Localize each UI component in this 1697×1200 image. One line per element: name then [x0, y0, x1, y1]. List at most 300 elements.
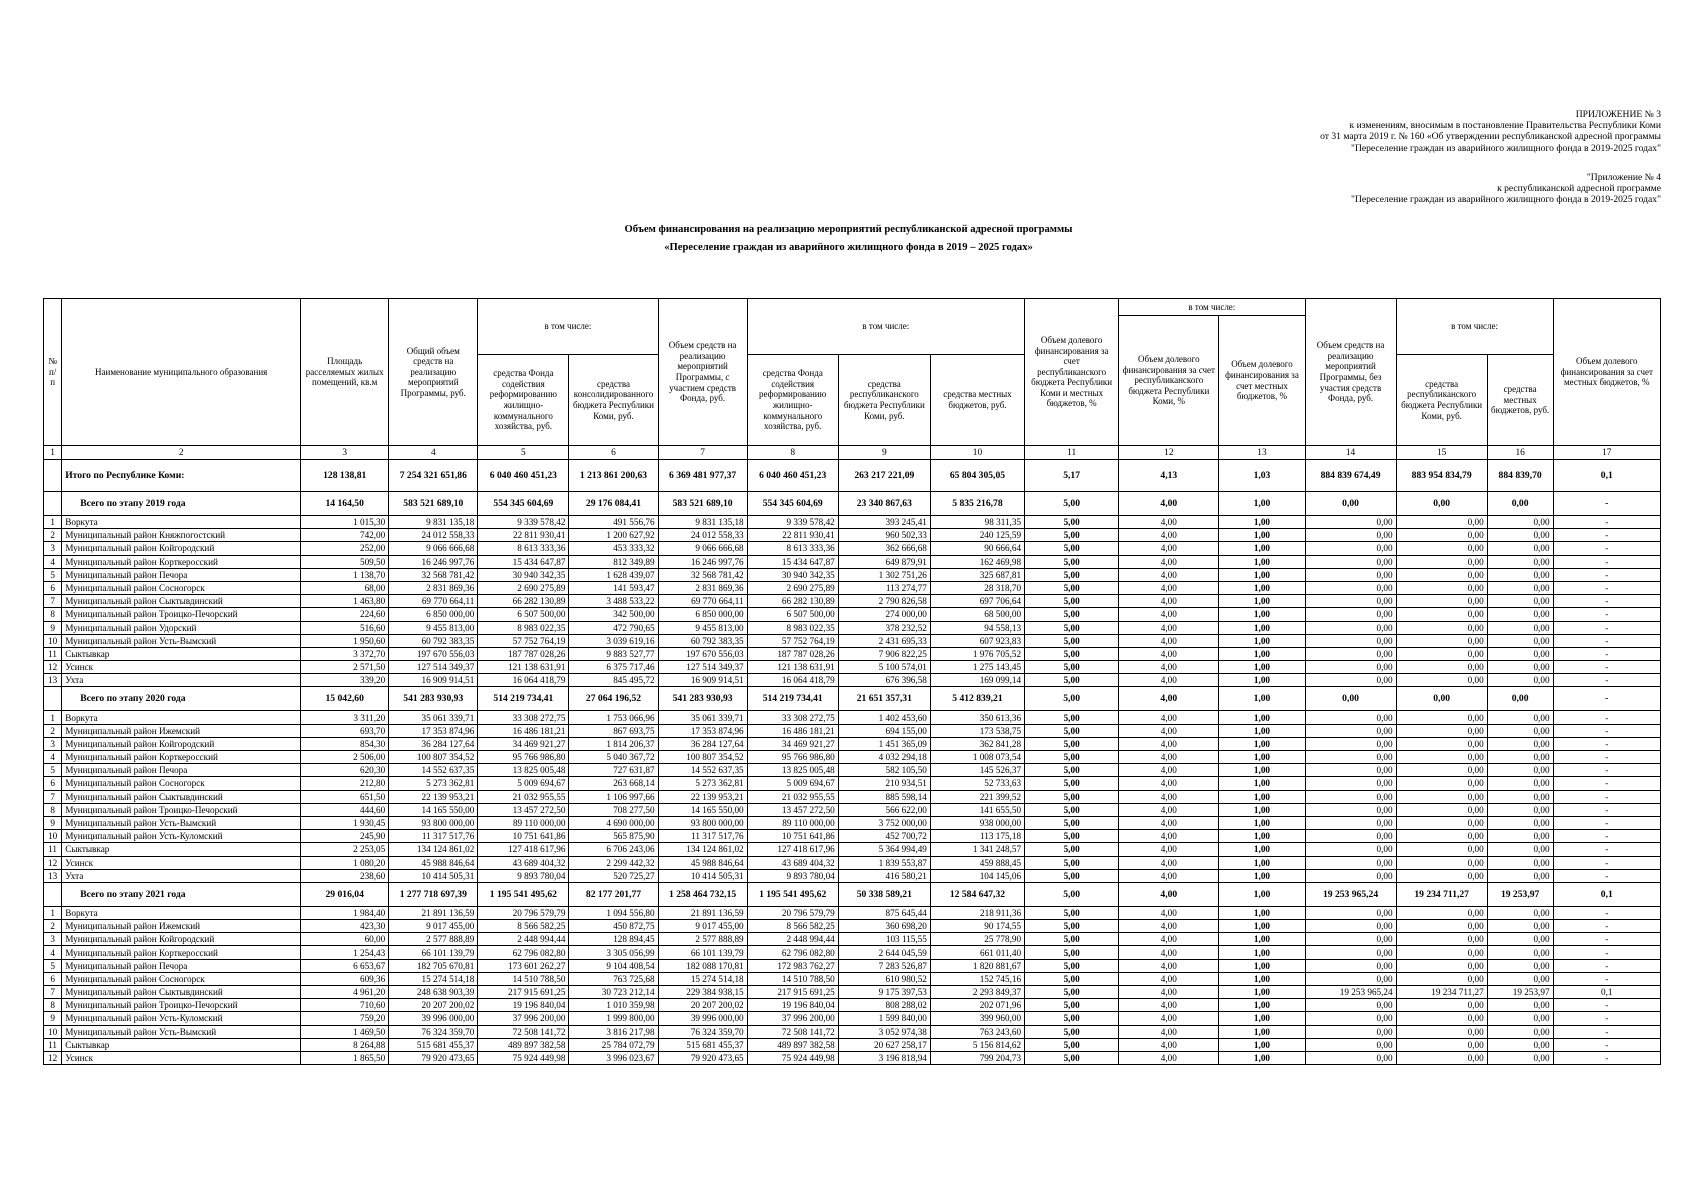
- table-cell: 8: [44, 608, 62, 621]
- table-cell: 325 687,81: [930, 568, 1024, 581]
- table-cell: 5,00: [1025, 674, 1119, 687]
- table-cell: 37 996 200,00: [747, 1012, 838, 1025]
- table-cell: 162 469,98: [930, 555, 1024, 568]
- table-cell: 11 317 517,76: [658, 830, 747, 843]
- table-cell: 43 689 404,32: [478, 856, 569, 869]
- table-cell: 79 920 473,65: [389, 1051, 478, 1064]
- table-cell: 0,00: [1305, 542, 1396, 555]
- table-cell: 25 778,90: [930, 933, 1024, 946]
- header-cell: Площадь расселяемых жилых помещений, кв.м: [301, 299, 389, 446]
- table-cell: 0,00: [1396, 1051, 1487, 1064]
- stage-row: [44, 492, 1661, 516]
- table-cell: 12: [44, 856, 62, 869]
- table-cell: 5 273 362,81: [389, 777, 478, 790]
- header-cell: Объем долевого финансирования за счет республиканского бюджета Республики Коми и местных бюджетов, %: [1025, 299, 1119, 446]
- municipality-name: Муниципальный район Койгородский: [62, 933, 301, 946]
- table-cell: 0,00: [1396, 764, 1487, 777]
- table-cell: 16 909 914,51: [658, 674, 747, 687]
- table-cell: 1 195 541 495,62: [478, 882, 569, 906]
- table-cell: 0,00: [1396, 724, 1487, 737]
- table-cell: 3 372,70: [301, 647, 389, 660]
- table-cell: 9 175 397,53: [838, 986, 930, 999]
- table-cell: 16 246 997,76: [658, 555, 747, 568]
- table-cell: 4,00: [1119, 516, 1219, 529]
- header-cell: средства Фонда содействия реформированию жилищно-коммунального хозяйства, руб.: [478, 355, 569, 446]
- table-cell: 0,00: [1396, 674, 1487, 687]
- table-cell: -: [1553, 959, 1660, 972]
- table-cell: 72 508 141,72: [478, 1025, 569, 1038]
- table-row: [44, 920, 1661, 933]
- table-cell: 3 752 000,00: [838, 816, 930, 829]
- table-cell: 0,00: [1396, 595, 1487, 608]
- table-cell: 30 940 342,35: [478, 568, 569, 581]
- table-cell: 36 284 127,64: [658, 737, 747, 750]
- table-cell: 339,20: [301, 674, 389, 687]
- table-cell: 62 796 082,80: [747, 946, 838, 959]
- table-cell: 5: [44, 764, 62, 777]
- table-cell: -: [1553, 674, 1660, 687]
- table-cell: 4,00: [1119, 529, 1219, 542]
- column-number: 13: [1219, 446, 1305, 460]
- table-cell: 127 418 617,96: [747, 843, 838, 856]
- table-cell: 5,00: [1025, 647, 1119, 660]
- table-cell: 1 341 248,57: [930, 843, 1024, 856]
- municipality-name: Муниципальный район Усть-Куломский: [62, 1012, 301, 1025]
- table-cell: 1,00: [1219, 542, 1305, 555]
- table-cell: 35 061 339,71: [389, 711, 478, 724]
- municipality-name: Воркута: [62, 906, 301, 919]
- column-number: 15: [1396, 446, 1487, 460]
- table-cell: 8: [44, 999, 62, 1012]
- table-cell: 19 253,97: [1487, 882, 1553, 906]
- table-row: [44, 830, 1661, 843]
- table-cell: 0,00: [1305, 492, 1396, 516]
- table-cell: 4,00: [1119, 999, 1219, 1012]
- table-cell: 1,00: [1219, 492, 1305, 516]
- table-cell: 0,00: [1487, 711, 1553, 724]
- table-cell: 0,00: [1305, 764, 1396, 777]
- table-cell: 541 283 930,93: [658, 687, 747, 711]
- column-number: 14: [1305, 446, 1396, 460]
- table-cell: 4,00: [1119, 1012, 1219, 1025]
- table-cell: 6 507 500,00: [478, 608, 569, 621]
- table-cell: 9 017 455,00: [658, 920, 747, 933]
- total-row: [44, 460, 1661, 492]
- table-cell: 0,00: [1305, 516, 1396, 529]
- table-cell: 6: [44, 972, 62, 985]
- table-cell: 4,00: [1119, 856, 1219, 869]
- table-cell: 5,00: [1025, 946, 1119, 959]
- table-cell: 60,00: [301, 933, 389, 946]
- table-cell: 0,00: [1396, 621, 1487, 634]
- municipality-name: Итого по Республике Коми:: [62, 460, 301, 492]
- table-cell: 1 015,30: [301, 516, 389, 529]
- table-cell: 399 960,00: [930, 1012, 1024, 1025]
- table-cell: 0,00: [1396, 803, 1487, 816]
- table-cell: 2 577 888,89: [658, 933, 747, 946]
- table-cell: 66 282 130,89: [478, 595, 569, 608]
- table-cell: 8 613 333,36: [747, 542, 838, 555]
- table-cell: 1 402 453,60: [838, 711, 930, 724]
- table-cell: 22 139 953,21: [658, 790, 747, 803]
- table-cell: 9 831 135,18: [658, 516, 747, 529]
- table-cell: 0,00: [1487, 933, 1553, 946]
- table-cell: 4,00: [1119, 724, 1219, 737]
- table-cell: 4,00: [1119, 843, 1219, 856]
- municipality-name: Муниципальный район Удорский: [62, 621, 301, 634]
- municipality-name: Воркута: [62, 711, 301, 724]
- table-cell: 693,70: [301, 724, 389, 737]
- table-cell: 0,00: [1305, 608, 1396, 621]
- table-cell: 5,00: [1025, 830, 1119, 843]
- appendix-line: "Приложение № 4: [1586, 172, 1661, 183]
- table-cell: 0,00: [1487, 687, 1553, 711]
- table-cell: 0,00: [1487, 764, 1553, 777]
- table-cell: 10 414 505,31: [658, 869, 747, 882]
- table-cell: 0,00: [1487, 906, 1553, 919]
- table-cell: 0,00: [1487, 790, 1553, 803]
- table-cell: 2: [44, 724, 62, 737]
- table-cell: 5,00: [1025, 777, 1119, 790]
- table-cell: 6 040 460 451,23: [478, 460, 569, 492]
- table-cell: 10 751 641,86: [478, 830, 569, 843]
- table-cell: 1,00: [1219, 920, 1305, 933]
- table-row: [44, 946, 1661, 959]
- table-cell: -: [1553, 830, 1660, 843]
- table-cell: 4: [44, 751, 62, 764]
- table-row: [44, 674, 1661, 687]
- table-cell: 57 752 764,19: [478, 634, 569, 647]
- table-cell: 75 924 449,98: [747, 1051, 838, 1064]
- header-cell: средства консолидированного бюджета Республики Коми, руб.: [569, 355, 658, 446]
- table-cell: 5,00: [1025, 737, 1119, 750]
- table-cell: 509,50: [301, 555, 389, 568]
- table-cell: 9 339 578,42: [478, 516, 569, 529]
- table-cell: 1,00: [1219, 1038, 1305, 1051]
- table-cell: 104 145,06: [930, 869, 1024, 882]
- table-cell: 3 311,20: [301, 711, 389, 724]
- table-cell: 0,00: [1396, 647, 1487, 660]
- table-cell: -: [1553, 972, 1660, 985]
- table-cell: 0,00: [1305, 568, 1396, 581]
- table-cell: 21 891 136,59: [389, 906, 478, 919]
- table-cell: 30 723 212,14: [569, 986, 658, 999]
- table-cell: 90 174,55: [930, 920, 1024, 933]
- table-cell: 5 835 216,78: [930, 492, 1024, 516]
- table-cell: 1,00: [1219, 621, 1305, 634]
- municipality-name: Усинск: [62, 1051, 301, 1064]
- municipality-name: Муниципальный район Усть-Вымский: [62, 634, 301, 647]
- table-cell: 169 099,14: [930, 674, 1024, 687]
- table-cell: 0,00: [1487, 492, 1553, 516]
- table-row: [44, 790, 1661, 803]
- header-cell: Общий объем средств на реализацию мероприятий Программы, руб.: [389, 299, 478, 446]
- table-cell: 0,00: [1487, 777, 1553, 790]
- table-cell: 0,00: [1396, 751, 1487, 764]
- table-row: [44, 869, 1661, 882]
- table-cell: 1,00: [1219, 933, 1305, 946]
- table-cell: 197 670 556,03: [389, 647, 478, 660]
- table-cell: 127 418 617,96: [478, 843, 569, 856]
- table-cell: 812 349,89: [569, 555, 658, 568]
- table-cell: 5,00: [1025, 1051, 1119, 1064]
- header-cell: Объем долевого финансирования за счет местных бюджетов, %: [1219, 316, 1305, 446]
- table-row: [44, 803, 1661, 816]
- table-cell: 5,00: [1025, 803, 1119, 816]
- table-cell: 6 507 500,00: [747, 608, 838, 621]
- table-cell: 6 653,67: [301, 959, 389, 972]
- table-cell: 4,00: [1119, 1038, 1219, 1051]
- table-cell: 9 104 408,54: [569, 959, 658, 972]
- table-cell: 1,00: [1219, 751, 1305, 764]
- table-cell: 10 414 505,31: [389, 869, 478, 882]
- table-row: [44, 529, 1661, 542]
- table-cell: 676 396,58: [838, 674, 930, 687]
- table-cell: 5,00: [1025, 959, 1119, 972]
- table-cell: 4,00: [1119, 751, 1219, 764]
- table-cell: 583 521 689,10: [389, 492, 478, 516]
- table-cell: 5 009 694,67: [478, 777, 569, 790]
- table-cell: 5,00: [1025, 595, 1119, 608]
- table-cell: 0,00: [1396, 933, 1487, 946]
- table-cell: 1 950,60: [301, 634, 389, 647]
- header-cell: Объем долевого финансирования за счет республиканского бюджета Республики Коми, %: [1119, 316, 1219, 446]
- table-row: [44, 724, 1661, 737]
- table-cell: 0,00: [1487, 1038, 1553, 1051]
- table-cell: 867 693,75: [569, 724, 658, 737]
- table-row: [44, 999, 1661, 1012]
- table-cell: 0,00: [1305, 843, 1396, 856]
- table-cell: 661 011,40: [930, 946, 1024, 959]
- table-cell: 0,00: [1396, 959, 1487, 972]
- table-cell: 182 088 170,81: [658, 959, 747, 972]
- table-cell: 19 234 711,27: [1396, 882, 1487, 906]
- table-cell: 0,00: [1396, 661, 1487, 674]
- table-cell: 0,00: [1396, 516, 1487, 529]
- table-cell: 113 274,77: [838, 581, 930, 594]
- table-cell: [44, 687, 62, 711]
- table-cell: 182 705 670,81: [389, 959, 478, 972]
- table-cell: 69 770 664,11: [389, 595, 478, 608]
- document-title: Объем финансирования на реализацию мероприятий республиканской адресной программы: [624, 224, 1073, 235]
- table-cell: 610 980,52: [838, 972, 930, 985]
- table-cell: 66 282 130,89: [747, 595, 838, 608]
- table-cell: 127 514 349,37: [389, 661, 478, 674]
- table-cell: 1,00: [1219, 1025, 1305, 1038]
- table-cell: 16 486 181,21: [478, 724, 569, 737]
- table-cell: 3: [44, 933, 62, 946]
- header-cell: Объем средств на реализацию мероприятий Программы, с участием средств Фонда, руб.: [658, 299, 747, 446]
- table-cell: 0,00: [1487, 621, 1553, 634]
- table-cell: 4,00: [1119, 737, 1219, 750]
- municipality-name: Сыктывкар: [62, 647, 301, 660]
- table-cell: 5,00: [1025, 529, 1119, 542]
- table-cell: 121 138 631,91: [478, 661, 569, 674]
- table-cell: 5,00: [1025, 816, 1119, 829]
- municipality-name: Муниципальный район Корткеросский: [62, 946, 301, 959]
- table-cell: 0,00: [1487, 661, 1553, 674]
- table-cell: -: [1553, 933, 1660, 946]
- table-cell: 1 976 705,52: [930, 647, 1024, 660]
- table-cell: 1,00: [1219, 608, 1305, 621]
- table-row: [44, 856, 1661, 869]
- table-cell: 4,00: [1119, 608, 1219, 621]
- table-cell: -: [1553, 542, 1660, 555]
- table-cell: 1 469,50: [301, 1025, 389, 1038]
- table-cell: 516,60: [301, 621, 389, 634]
- table-cell: 15 274 514,18: [658, 972, 747, 985]
- table-cell: 14 164,50: [301, 492, 389, 516]
- table-cell: 0,00: [1305, 1012, 1396, 1025]
- table-cell: 4,00: [1119, 595, 1219, 608]
- table-cell: 1 451 365,09: [838, 737, 930, 750]
- table-cell: 854,30: [301, 737, 389, 750]
- table-cell: 29 176 084,41: [569, 492, 658, 516]
- table-cell: 173 601 262,27: [478, 959, 569, 972]
- table-cell: 708 277,50: [569, 803, 658, 816]
- financing-table: [43, 298, 1661, 1065]
- table-cell: 0,00: [1396, 946, 1487, 959]
- table-cell: 0,00: [1305, 920, 1396, 933]
- table-row: [44, 634, 1661, 647]
- table-cell: 6: [44, 777, 62, 790]
- table-cell: 98 311,35: [930, 516, 1024, 529]
- municipality-name: Муниципальный район Сосногорск: [62, 972, 301, 985]
- table-cell: 1,00: [1219, 869, 1305, 882]
- table-cell: 172 983 762,27: [747, 959, 838, 972]
- table-cell: 15 274 514,18: [389, 972, 478, 985]
- table-cell: 93 800 000,00: [658, 816, 747, 829]
- table-cell: 0,00: [1305, 647, 1396, 660]
- table-cell: 0,00: [1487, 856, 1553, 869]
- table-cell: 4: [44, 946, 62, 959]
- table-cell: 141 593,47: [569, 581, 658, 594]
- table-cell: 0,00: [1305, 1038, 1396, 1051]
- table-cell: -: [1553, 647, 1660, 660]
- table-cell: 1,00: [1219, 764, 1305, 777]
- municipality-name: Всего по этапу 2019 года: [62, 492, 301, 516]
- header-group: в том числе:: [478, 299, 658, 355]
- table-cell: 22 811 930,41: [747, 529, 838, 542]
- table-cell: 0,00: [1305, 581, 1396, 594]
- table-cell: 8 566 582,25: [478, 920, 569, 933]
- column-number: 12: [1119, 446, 1219, 460]
- table-cell: 8 983 022,35: [478, 621, 569, 634]
- table-cell: 24 012 558,33: [389, 529, 478, 542]
- table-cell: 0,00: [1487, 816, 1553, 829]
- table-cell: 5,00: [1025, 608, 1119, 621]
- table-cell: 808 288,02: [838, 999, 930, 1012]
- table-cell: 566 622,00: [838, 803, 930, 816]
- municipality-name: Всего по этапу 2020 года: [62, 687, 301, 711]
- table-cell: 4,00: [1119, 661, 1219, 674]
- table-cell: 9 883 527,77: [569, 647, 658, 660]
- table-cell: 263 217 221,09: [838, 460, 930, 492]
- table-cell: 238,60: [301, 869, 389, 882]
- table-cell: 9 893 780,04: [478, 869, 569, 882]
- table-cell: 35 061 339,71: [658, 711, 747, 724]
- appendix-line: к республиканской адресной программе: [1497, 183, 1661, 195]
- table-cell: 127 514 349,37: [658, 661, 747, 674]
- table-cell: 0,1: [1553, 986, 1660, 999]
- table-cell: 1 275 143,45: [930, 661, 1024, 674]
- table-cell: 4,00: [1119, 803, 1219, 816]
- table-cell: 0,00: [1396, 1025, 1487, 1038]
- municipality-name: Ухта: [62, 869, 301, 882]
- table-cell: 19 253 965,24: [1305, 986, 1396, 999]
- header-cell: Объем долевого финансирования за счет местных бюджетов, %: [1553, 299, 1660, 446]
- table-cell: 1 213 861 200,63: [569, 460, 658, 492]
- header-cell: № п/п: [44, 299, 62, 446]
- column-number: 8: [747, 446, 838, 460]
- column-number: 11: [1025, 446, 1119, 460]
- table-cell: 3 052 974,38: [838, 1025, 930, 1038]
- table-cell: 34 469 921,27: [747, 737, 838, 750]
- table-cell: 4,00: [1119, 869, 1219, 882]
- table-cell: 1,00: [1219, 724, 1305, 737]
- table-cell: 0,00: [1305, 751, 1396, 764]
- table-cell: 10 751 641,86: [747, 830, 838, 843]
- municipality-name: Муниципальный район Сыктывдинский: [62, 986, 301, 999]
- table-row: [44, 711, 1661, 724]
- table-cell: 491 556,76: [569, 516, 658, 529]
- table-cell: 10: [44, 634, 62, 647]
- header-group: в том числе:: [747, 299, 1024, 355]
- table-cell: 378 232,52: [838, 621, 930, 634]
- table-cell: 0,00: [1305, 737, 1396, 750]
- table-row: [44, 581, 1661, 594]
- table-cell: 52 733,63: [930, 777, 1024, 790]
- table-cell: -: [1553, 999, 1660, 1012]
- table-cell: 2 790 826,58: [838, 595, 930, 608]
- municipality-name: Муниципальный район Троицко-Печорский: [62, 803, 301, 816]
- table-cell: 14 552 637,35: [658, 764, 747, 777]
- table-cell: 21 032 955,55: [478, 790, 569, 803]
- table-cell: 9 893 780,04: [747, 869, 838, 882]
- table-cell: 20 796 579,79: [478, 906, 569, 919]
- table-cell: 759,20: [301, 1012, 389, 1025]
- table-cell: 7 906 822,25: [838, 647, 930, 660]
- table-row: [44, 751, 1661, 764]
- table-cell: 2 831 869,36: [389, 581, 478, 594]
- table-cell: 9 017 455,00: [389, 920, 478, 933]
- table-cell: 4,00: [1119, 790, 1219, 803]
- table-cell: 0,00: [1487, 542, 1553, 555]
- table-cell: 27 064 196,52: [569, 687, 658, 711]
- table-cell: 5 156 814,62: [930, 1038, 1024, 1051]
- table-cell: 2 571,50: [301, 661, 389, 674]
- table-cell: 884 839 674,49: [1305, 460, 1396, 492]
- appendix-line: ПРИЛОЖЕНИЕ № 3: [1575, 109, 1661, 120]
- table-cell: 68,00: [301, 581, 389, 594]
- table-cell: 1,00: [1219, 803, 1305, 816]
- table-cell: 8 613 333,36: [478, 542, 569, 555]
- table-cell: 0,00: [1396, 906, 1487, 919]
- table-cell: 16 064 418,79: [747, 674, 838, 687]
- table-cell: -: [1553, 724, 1660, 737]
- table-cell: 515 681 455,37: [389, 1038, 478, 1051]
- table-cell: 8 566 582,25: [747, 920, 838, 933]
- table-cell: 1,00: [1219, 555, 1305, 568]
- table-cell: 9: [44, 1012, 62, 1025]
- table-cell: 3: [44, 542, 62, 555]
- table-cell: 763 725,68: [569, 972, 658, 985]
- table-cell: 5,17: [1025, 460, 1119, 492]
- table-cell: 134 124 861,02: [658, 843, 747, 856]
- table-cell: 0,00: [1305, 856, 1396, 869]
- table-cell: 5: [44, 959, 62, 972]
- table-cell: 1,00: [1219, 946, 1305, 959]
